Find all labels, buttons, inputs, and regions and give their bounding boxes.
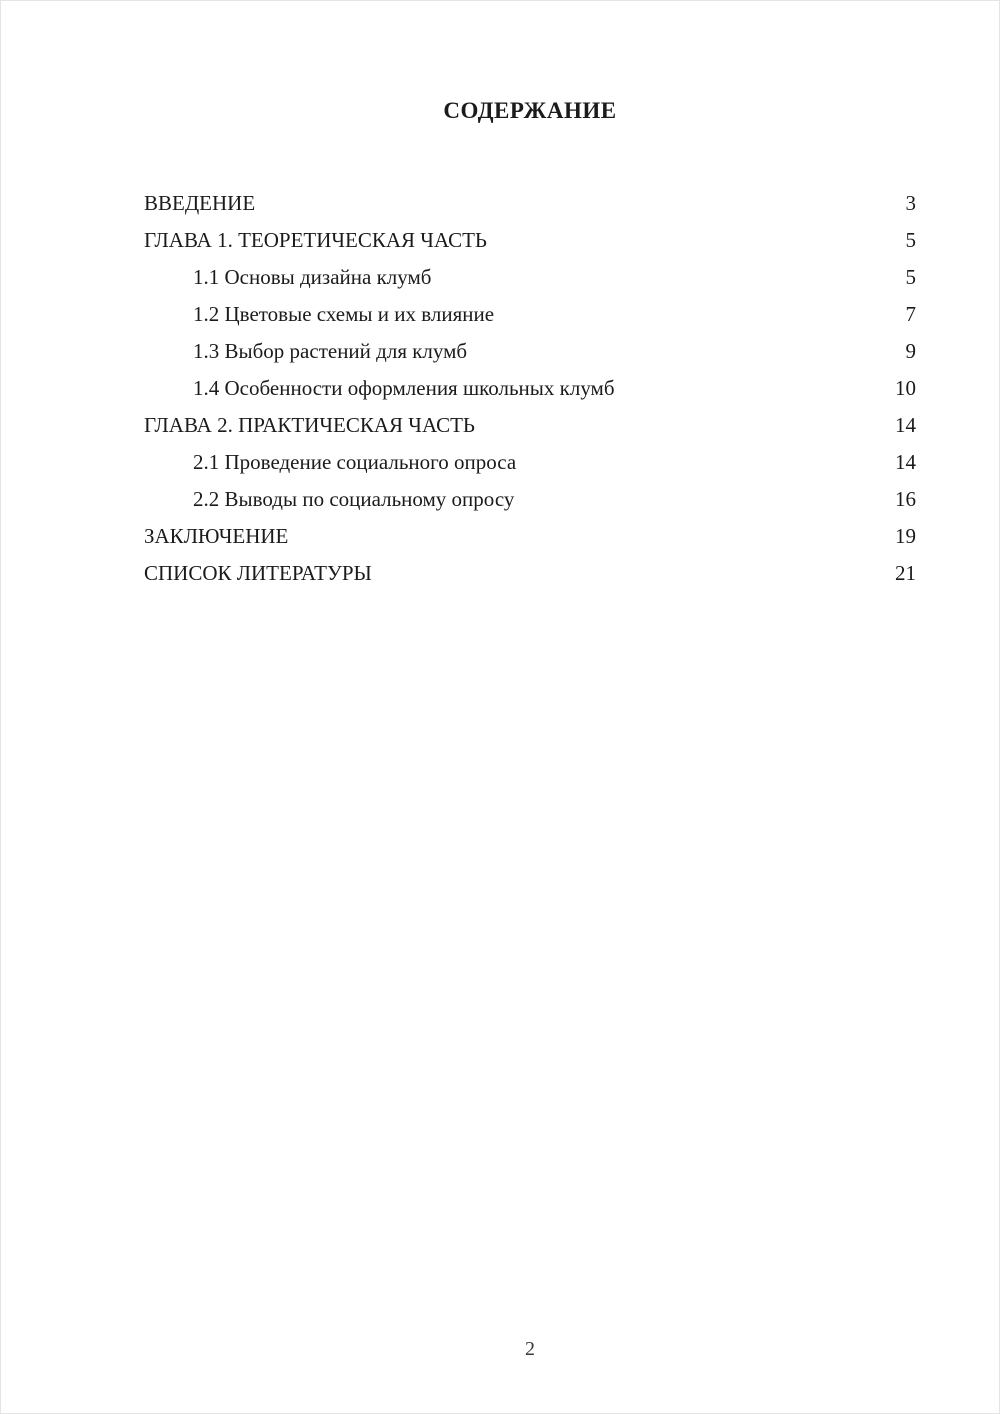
page-title: СОДЕРЖАНИЕ [443, 98, 617, 123]
toc-entry-label: ВВЕДЕНИЕ [144, 191, 256, 215]
toc-entry-label: СПИСОК ЛИТЕРАТУРЫ [144, 561, 372, 585]
toc-entry-page: 19 [895, 524, 916, 548]
toc-entry-label: 1.2 Цветовые схемы и их влияние [193, 302, 495, 326]
toc-entry-page: 9 [905, 339, 916, 363]
toc-entry [144, 222, 916, 259]
toc-list [144, 185, 916, 592]
toc-entry-page: 3 [905, 191, 916, 215]
toc-entry-page: 16 [895, 487, 916, 511]
toc-entry-page: 10 [895, 376, 916, 400]
toc-entry [144, 333, 916, 370]
toc-entry-page: 14 [895, 450, 916, 474]
toc-entry-label: 2.1 Проведение социального опроса [193, 450, 517, 474]
toc-entry-page: 5 [905, 228, 916, 252]
toc-entry-page: 14 [895, 413, 916, 437]
toc-entry [144, 259, 916, 296]
page-number: 2 [525, 1338, 535, 1360]
toc-entry-label: ГЛАВА 1. ТЕОРЕТИЧЕСКАЯ ЧАСТЬ [144, 228, 487, 252]
toc-entry [144, 444, 916, 481]
toc-entry [144, 185, 916, 222]
toc-entry [144, 296, 916, 333]
toc-entry-label: 1.1 Основы дизайна клумб [193, 265, 432, 289]
toc-entry-label: 1.4 Особенности оформления школьных клумб [193, 376, 615, 400]
toc-entry-label: ЗАКЛЮЧЕНИЕ [144, 524, 289, 548]
toc-entry [144, 481, 916, 518]
toc-entry [144, 370, 916, 407]
toc-entry [144, 555, 916, 592]
toc-entry [144, 518, 916, 555]
toc-entry-label: 2.2 Выводы по социальному опросу [193, 487, 515, 511]
toc-entry-page: 5 [905, 265, 916, 289]
toc-entry-label: 1.3 Выбор растений для клумб [193, 339, 468, 363]
toc-entry-label: ГЛАВА 2. ПРАКТИЧЕСКАЯ ЧАСТЬ [144, 413, 475, 437]
toc-entry-page: 21 [895, 561, 916, 585]
toc-entry [144, 407, 916, 444]
toc-entry-page: 7 [905, 302, 916, 326]
